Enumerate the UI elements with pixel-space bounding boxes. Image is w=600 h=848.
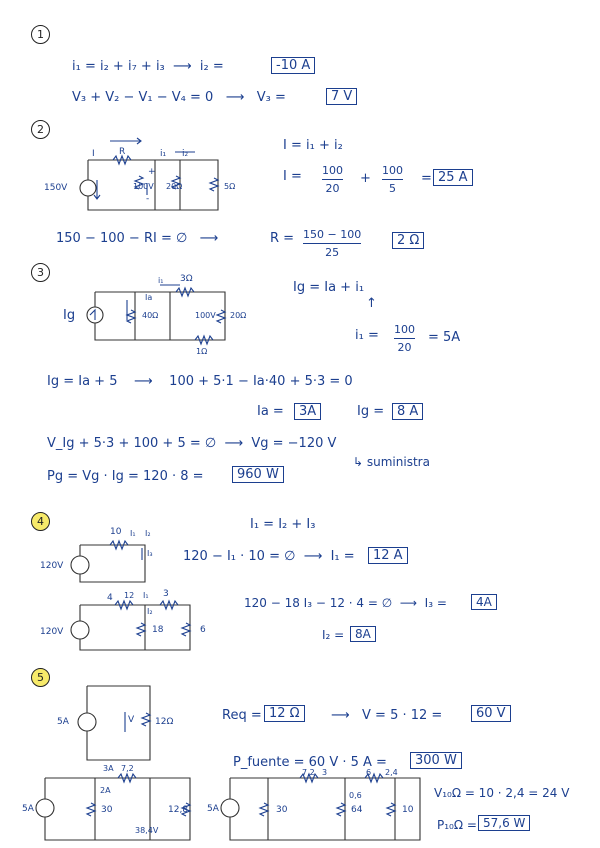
label-2a: 2A	[100, 786, 111, 795]
label-5a-b: 5A	[22, 804, 34, 814]
label-0-6: 0,6	[349, 791, 362, 800]
label-20ohm-3: 20Ω	[230, 311, 247, 320]
label-req: Req =	[222, 708, 262, 723]
answer-v3: 7 V	[326, 88, 357, 105]
equals-sign: =	[421, 171, 432, 186]
answer-Ig: 8 A	[392, 403, 423, 420]
circuit-5a	[78, 686, 150, 760]
label-7-2-c: 7,2	[302, 768, 315, 777]
label-100v-3: 100V	[195, 311, 216, 320]
label-p10: P₁₀Ω =	[437, 818, 477, 832]
circuit-4a	[71, 541, 145, 582]
label-Ia-eq: Ia =	[257, 404, 284, 419]
fraction-R: 150 − 100 25	[303, 228, 362, 259]
equation-4b: 120 − 18 I₃ − 12 · 4 = ∅ ⟶ I₃ =	[244, 596, 447, 610]
label-30-c: 30	[276, 805, 288, 815]
label-I1-a: I₁	[130, 529, 136, 538]
label-I: I	[92, 149, 95, 159]
label-source-150v: 150V	[44, 183, 68, 193]
label-12ohm: 12Ω	[155, 717, 174, 727]
label-18: 18	[152, 625, 164, 635]
label-v-5a: V	[128, 715, 135, 725]
equation-kvl-2: 150 − 100 − RI = ∅ ⟶	[56, 231, 219, 246]
label-5a-c: 5A	[207, 804, 219, 814]
answer-p-source: 300 W	[410, 752, 462, 769]
answer-v: 60 V	[471, 705, 511, 722]
label-100v: 100V	[133, 182, 154, 191]
label-30-b: 30	[101, 805, 113, 815]
plus-sign: +	[360, 171, 371, 186]
label-3a: 3A	[103, 764, 114, 773]
label-source-120v-b: 120V	[40, 627, 64, 637]
equation-4c: I₂ =	[322, 628, 345, 642]
label-plus: +	[148, 167, 156, 177]
answer-req: 12 Ω	[264, 705, 305, 722]
label-3: 3	[163, 589, 169, 599]
equation-I-sum-4: I₁ = I₂ + I₃	[250, 517, 316, 532]
label-I3-a: I₃	[147, 549, 153, 558]
label-6-c: 6	[366, 768, 372, 777]
note-suministra: ↳ suministra	[353, 455, 430, 469]
label-10: 10	[110, 527, 122, 537]
label-2-4-c: 2,4	[385, 768, 398, 777]
label-7-2-b: 7,2	[121, 764, 134, 773]
equation-v10: V₁₀Ω = 10 · 2,4 = 24 V	[434, 786, 570, 800]
equation-p-source: P_fuente = 60 V · 5 A =	[233, 755, 387, 770]
answer-p10: 57,6 W	[478, 815, 530, 831]
label-I2-b: I₂	[147, 607, 153, 616]
label-3-c: 3	[322, 768, 328, 777]
label-R: R	[119, 147, 126, 157]
equation-v: ⟶ V = 5 · 12 =	[331, 708, 443, 723]
i1-result: = 5A	[428, 330, 461, 345]
equation-I-eq: I =	[283, 169, 302, 184]
label-I2-a: I₂	[145, 529, 151, 538]
equation-vg: V_Ig + 5·3 + 100 + 5 = ∅ ⟶ Vg = −120 V	[47, 436, 337, 451]
label-3ohm: 3Ω	[180, 274, 193, 284]
equation-i1-eq: i₁ =	[355, 328, 379, 343]
answer-I2: 8A	[350, 626, 376, 642]
answer-i2: -10 A	[271, 57, 315, 74]
label-40ohm: 40Ω	[142, 311, 159, 320]
fraction-100-5: 100 5	[382, 164, 403, 195]
section-number-5: 5	[31, 668, 50, 687]
label-12: 12	[124, 591, 135, 600]
equation-R-eq: R =	[270, 231, 295, 246]
arrow-up: ↑	[366, 296, 377, 311]
label-source-120v-a: 120V	[40, 561, 64, 571]
equation-kvl: V₃ + V₂ − V₁ − V₄ = 0 ⟶ V₃ =	[72, 90, 286, 105]
label-12-8: 12,8	[168, 805, 189, 815]
equation-4a: 120 − I₁ · 10 = ∅ ⟶ I₁ =	[183, 549, 355, 564]
section-number-3: 3	[31, 263, 50, 282]
equation-Ig-sum: Ig = Ia + i₁	[293, 280, 365, 295]
circuit-5c	[221, 774, 420, 840]
equation-kcl: i₁ = i₂ + i₇ + i₃ ⟶ i₂ =	[72, 59, 224, 74]
label-64: 64	[351, 805, 363, 815]
label-I1-b: I₁	[143, 591, 149, 600]
answer-I: 25 A	[433, 169, 473, 186]
label-5ohm: 5Ω	[224, 182, 236, 191]
label-1ohm: 1Ω	[196, 347, 208, 356]
label-4: 4	[107, 593, 113, 603]
answer-Ia: 3A	[294, 403, 321, 420]
section-number-4: 4	[31, 512, 50, 531]
answer-R: 2 Ω	[392, 232, 424, 249]
answer-I1: 12 A	[368, 547, 408, 564]
label-Ig-eq: Ig =	[357, 404, 385, 419]
equation-I-sum: I = i₁ + i₂	[283, 138, 343, 153]
label-6: 6	[200, 625, 206, 635]
label-Ig: Ig	[63, 308, 76, 323]
answer-I3: 4A	[471, 594, 497, 610]
label-10-c: 10	[402, 805, 414, 815]
equation-kcl-kvl-3: Ig = Ia + 5 ⟶ 100 + 5·1 − Ia·40 + 5·3 = 0	[47, 374, 353, 389]
label-38-4v: 38,4V	[135, 826, 159, 835]
label-Ia: Ia	[145, 293, 153, 302]
label-5a-source: 5A	[57, 717, 69, 727]
circuit-5b	[36, 774, 190, 840]
fraction-100-20-3: 100 20	[394, 323, 415, 354]
answer-pg: 960 W	[232, 466, 284, 483]
equation-pg: Pg = Vg · Ig = 120 · 8 =	[47, 469, 204, 484]
section-number-1: 1	[31, 25, 50, 44]
label-i2: i₂	[182, 149, 189, 159]
section-number-2: 2	[31, 120, 50, 139]
circuit-4b	[71, 601, 190, 650]
label-i1-3: i₁	[158, 276, 164, 285]
fraction-100-20: 100 20	[322, 164, 343, 195]
label-minus: -	[146, 194, 150, 204]
label-20ohm: 20Ω	[166, 182, 183, 191]
label-i1: i₁	[160, 149, 167, 159]
